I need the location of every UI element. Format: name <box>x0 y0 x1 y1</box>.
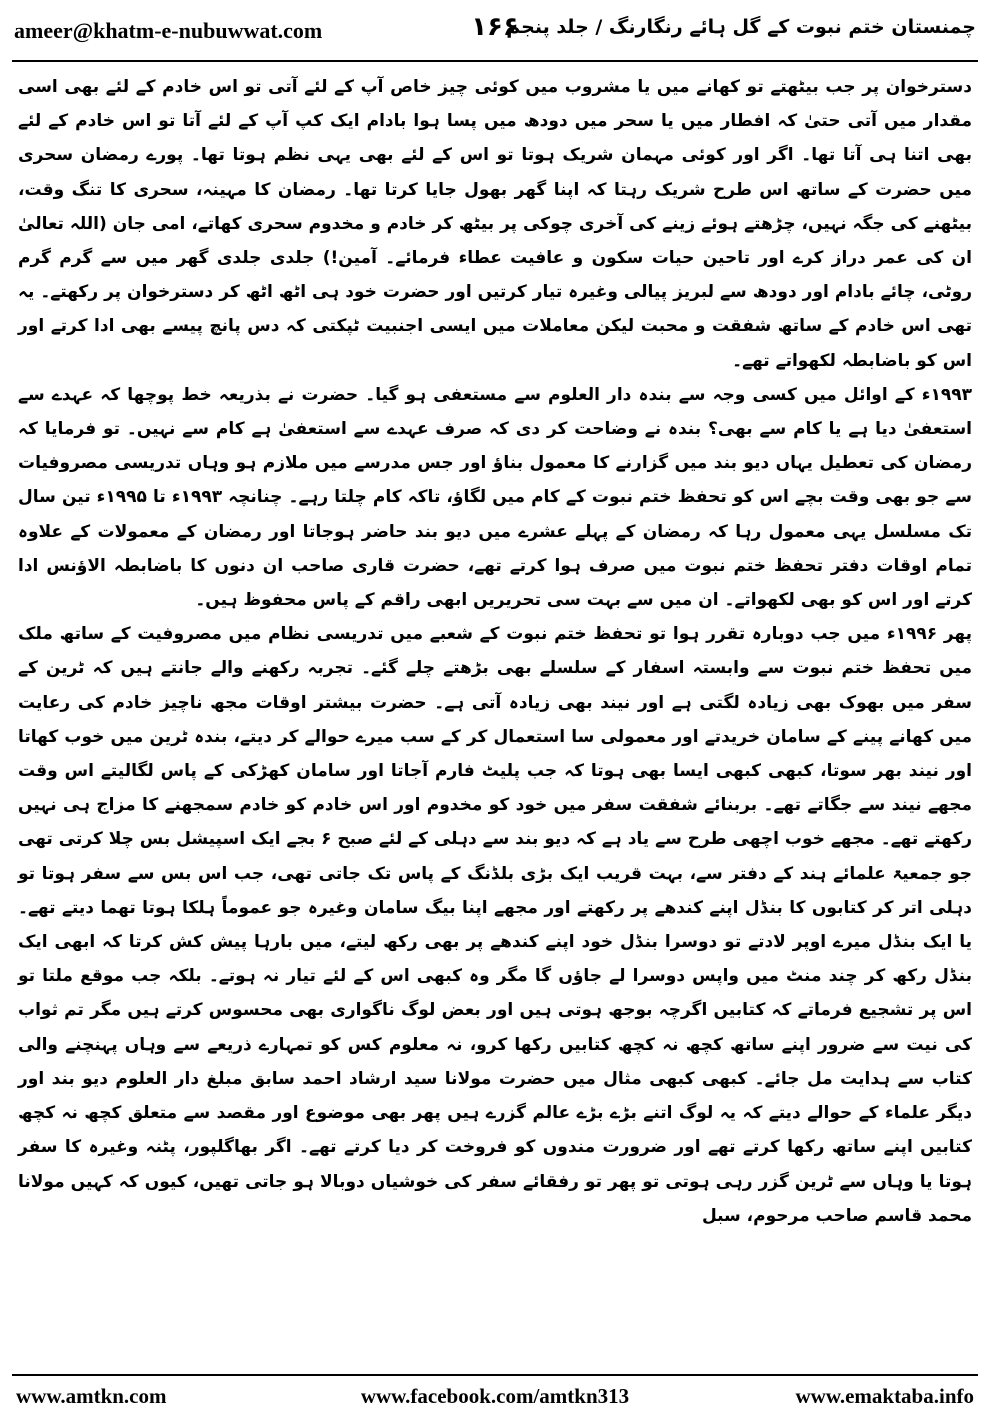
header-email[interactable]: ameer@khatm-e-nubuwwat.com <box>14 18 323 43</box>
paragraph-1: دسترخوان پر جب بیٹھتے تو کھانے میں یا مشروب میں کوئی چیز خاص آپ کے لئے آتی تو اس خادم کے لئے بھی اسی مقدار میں آتی حتیٰ کہ افطار میں یا سحر میں دودھ میں پسا ہوا بادام ایک کپ آپ کے لئے آتا تو اس خادم کے لئے بھی اتنا ہی آتا تھا۔ اگر اور کوئی مہمان شریک ہوتا تو اس کے لئے بھی یہی نظم ہوتا تھا۔ پورے رمضان سحری میں حضرت کے ساتھ اس طرح شریک رہتا کہ اپنا گھر بھول جایا کرتا تھا۔ رمضان کا مہینہ، سحری کا تنگ وقت، بیٹھنے کی جگہ نہیں، چڑھتے ہوئے زینے کی آخری چوکی پر بیٹھ کر خادم و مخدوم سحری کھاتے، امی جان (اللہ تعالیٰ ان کی عمر دراز کرے اور تاحین حیات سکون و عافیت عطاء فرمائے۔ آمین!) جلدی جلدی گھر میں سے گرم گرم روٹی، چائے بادام اور دودھ سے لبریز پیالی وغیرہ تیار کرتیں اور حضرت خود ہی اٹھ اٹھ کر دسترخوان پر رکھتے۔ یہ تھی اس خادم کے ساتھ شفقت و محبت لیکن معاملات میں ایسی اجنبیت ٹپکتی کہ دس پانچ پیسے بھی ادا کرتے اور اس کو باضابطہ لکھواتے تھے۔ <box>18 77 972 371</box>
footer-link-facebook[interactable]: www.facebook.com/amtkn313 <box>360 1384 630 1408</box>
page-header <box>12 10 978 56</box>
page-footer <box>12 1380 978 1410</box>
footer-link-amtkn[interactable]: www.amtkn.com <box>16 1384 167 1408</box>
paragraph-3: پھر ۱۹۹۶ء میں جب دوبارہ تقرر ہوا تو تحفظ ختم نبوت کے شعبے میں تدریسی نظام میں مصروفیت کے ساتھ ملک میں تحفظ ختم نبوت سے وابستہ اسفار کے سلسلے بھی بڑھتے چلے گئے۔ تجربہ رکھنے والے جانتے ہیں کہ ٹرین کے سفر میں بھوک بھی زیادہ لگتی ہے اور نیند بھی زیادہ آتی ہے۔ حضرت بیشتر اوقات مجھ ناچیز خادم کی رعایت میں کھانے پینے کے سامان خریدتے اور معمولی سا استعمال کر کے سب میرے حوالے کر دیتے، بندہ ٹرین میں خوب کھاتا اور نیند بھر سوتا، کبھی کبھی ایسا بھی ہوتا کہ جب پلیٹ فارم آجاتا اور سامان کھڑکی کے پاس لگالیتے اس وقت مجھے نیند سے جگاتے تھے۔ بربنائے شفقت سفر میں خود کو مخدوم اور اس خادم کو خادم سمجھنے کا مزاج ہی نہیں رکھتے تھے۔ مجھے خوب اچھی طرح سے یاد ہے کہ دیو بند سے دہلی کے لئے صبح ۶ بجے ایک اسپیشل بس چلا کرتی تھی جو جمعیۃ علمائے ہند کے دفتر سے، بہت قریب ایک بڑی بلڈنگ کے پاس تک جاتی تھی، جب اس بس سے سفر ہوتا تو دہلی اتر کر کتابوں کا بنڈل اپنے کندھے پر رکھتے اور مجھے اپنا بیگ سامان وغیرہ جو عموماً ہلکا ہوتا تھما دیتے تھے۔ یا ایک بنڈل میرے اوپر لادتے تو دوسرا بنڈل خود اپنے کندھے پر بھی رکھ لیتے، میں بارہا پیش کش کرتا کہ ابھی ایک بنڈل رکھ کر چند منٹ میں واپس دوسرا لے جاؤں گا مگر وہ کبھی اس کے لئے تیار نہ ہوتے۔ بلکہ جب موقع ملتا تو اس پر تشجیع فرماتے کہ کتابیں اگرچہ بوجھ ہوتی ہیں اور بعض لوگ ناگواری بھی محسوس کرتے ہیں مگر تم ثواب کی نیت سے ضرور اپنے ساتھ کچھ نہ کچھ کتابیں رکھا کرو، نہ معلوم کس کو تمہارے ذریعے سے وہاں پہنچنے والی کتاب سے ہدایت مل جائے۔ کبھی کبھی مثال میں حضرت مولانا سید ارشاد احمد سابق مبلغ دار العلوم دیو بند اور دیگر علماء کے حوالے دیتے کہ یہ لوگ اتنے بڑے بڑے عالم گزرے ہیں پھر بھی موضوع اور مقصد سے متعلق کچھ نہ کچھ کتابیں اپنے ساتھ رکھا کرتے تھے اور ضرورت مندوں کو فروخت کر دیا کرتے تھے۔ اگر بھاگلپور، پٹنہ وغیرہ کا سفر ہوتا یا وہاں سے ٹرین گزر رہی ہوتی تو پھر تو رفقائے سفر کی خوشیاں دوبالا ہو جاتی تھیں، کیوں کہ کہیں مولانا محمد قاسم صاحب مرحوم، سبل <box>18 624 972 1226</box>
footer-link-emaktaba[interactable]: www.emaktaba.info <box>795 1384 974 1408</box>
header-divider <box>12 60 978 62</box>
page-body <box>18 70 972 1233</box>
paragraph-2: ۱۹۹۳ء کے اوائل میں کسی وجہ سے بندہ دار العلوم سے مستعفی ہو گیا۔ حضرت نے بذریعہ خط پوچھا کہ عہدے سے استعفیٰ دیا ہے یا کام سے بھی؟ بندہ نے وضاحت کر دی کہ صرف عہدے سے استعفیٰ ہے کام سے نہیں۔ تو فرمایا کہ رمضان کی تعطیل یہاں دیو بند میں گزارنے کا معمول بناؤ اور جس مدرسے میں ملازم ہو وہاں تدریسی مصروفیات سے جو بھی وقت بچے اس کو تحفظ ختم نبوت کے کام میں لگاؤ، تاکہ کام چلتا رہے۔ چنانچہ ۱۹۹۳ء تا ۱۹۹۵ء تین سال تک مسلسل یہی معمول رہا کہ رمضان کے پہلے عشرے میں دیو بند حاضر ہوجاتا اور رمضان کے معمولات کے علاوہ تمام اوقات دفتر تحفظ ختم نبوت میں صرف ہوا کرتے تھے، حضرت قاری صاحب ان دنوں کا باضابطہ الاؤنس ادا کرتے اور اس کو بھی لکھواتے۔ ان میں سے بہت سی تحریریں ابھی راقم کے پاس محفوظ ہیں۔ <box>18 384 972 611</box>
page-number: ۱۶۶ <box>471 12 519 42</box>
book-title: چمنستان ختم نبوت کے گل ہائے رنگارنگ / جلد پنجم <box>506 16 976 38</box>
footer-divider <box>12 1374 978 1376</box>
